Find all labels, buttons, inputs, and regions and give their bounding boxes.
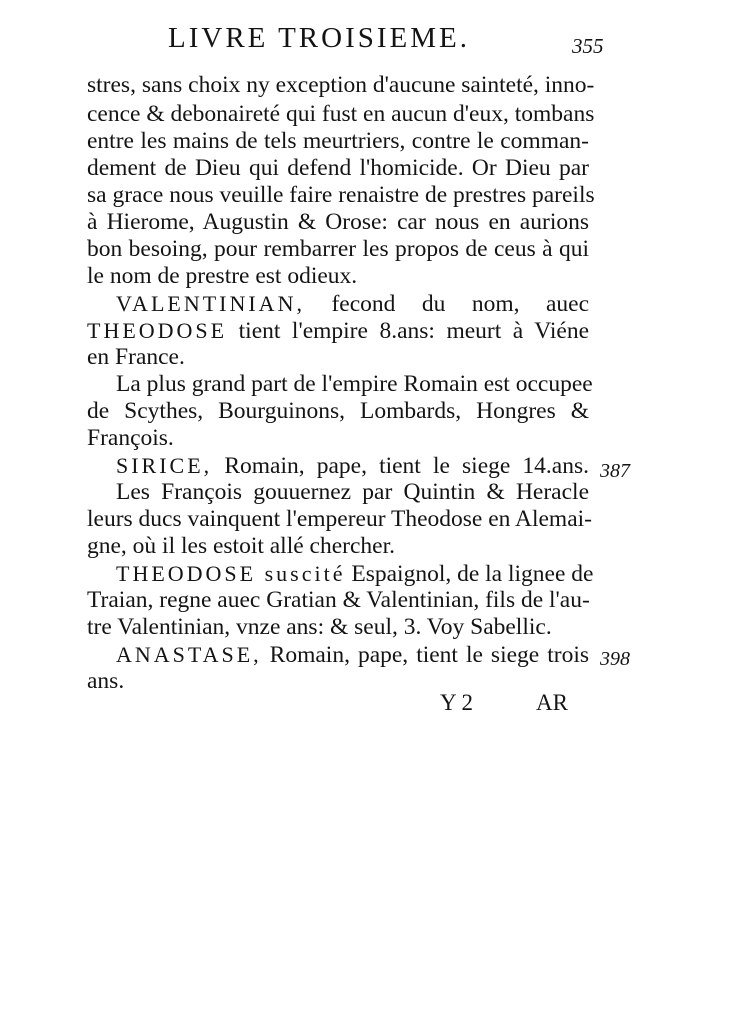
text-line: leurs ducs vainquent l'empereur Theodose en Alemai- [87, 506, 592, 532]
name-anastase: ANASTASE, [116, 642, 262, 667]
text-line: sa grace nous veuille faire renaistre de prestres pareils [87, 182, 595, 208]
text-line: le nom de prestre est odieux. [87, 263, 358, 289]
entry-text: Romain, pape, tient le siege 14.ans. [224, 453, 589, 479]
text-line: cence & debonaireté qui fust en aucun d'eux, tombans [87, 101, 595, 127]
running-title: LIVRE TROISIEME. [168, 22, 471, 54]
text-line: tre Valentinian, vnze ans: & seul, 3. Voy Sabellic. [87, 614, 552, 640]
text-line: ans. [87, 668, 125, 694]
text-line: stres, sans choix ny exception d'aucune sainteté, inno- [87, 72, 595, 98]
entry-text: Romain, pape, tient le siege trois [269, 642, 589, 668]
name-sirice: SIRICE, [116, 453, 213, 478]
margin-year-398: 398 [600, 648, 630, 670]
entry-valentinian [116, 290, 589, 318]
catchword: AR [536, 690, 568, 715]
text-line: Les François gouuernez par Quintin & Heracle [116, 479, 589, 505]
page-number: 355 [572, 34, 604, 58]
text-line: bon besoing, pour rembarrer les propos de ceus à qui [87, 236, 589, 262]
entry-text: Espaignol, de la lignee de [351, 561, 594, 587]
entry-theodose [87, 317, 589, 345]
text-line: de Scythes, Bourguinons, Lombards, Hongres & [87, 398, 589, 424]
margin-year-387: 387 [600, 460, 630, 482]
text-line: en France. [87, 344, 185, 370]
text-line: François. [87, 425, 174, 451]
entry-text: fecond du nom, auec [331, 291, 590, 317]
entry-anastase [116, 641, 589, 669]
name-theodose: THEODOSE [87, 318, 228, 343]
text-line: entre les mains de tels meurtriers, contre le comman- [87, 128, 589, 154]
text-line: dement de Dieu qui defend l'homicide. Or Dieu par [87, 155, 589, 181]
entry-text: tient l'empire 8.ans: meurt à Viéne [238, 318, 590, 344]
entry-theodose-espaignol [116, 560, 594, 588]
entry-sirice [116, 452, 589, 480]
name-valentinian: VALENTINIAN, [116, 291, 305, 316]
text-line: à Hierome, Augustin & Orose: car nous en aurions [87, 209, 589, 235]
name-theodose: THEODOSE suscité [116, 561, 346, 586]
signature-mark: Y 2 [440, 690, 474, 715]
text-line: La plus grand part de l'empire Romain est occupee [116, 371, 593, 397]
text-line: gne, où il les estoit allé chercher. [87, 533, 396, 559]
text-line: Traian, regne auec Gratian & Valentinian, fils de l'au- [87, 587, 590, 613]
